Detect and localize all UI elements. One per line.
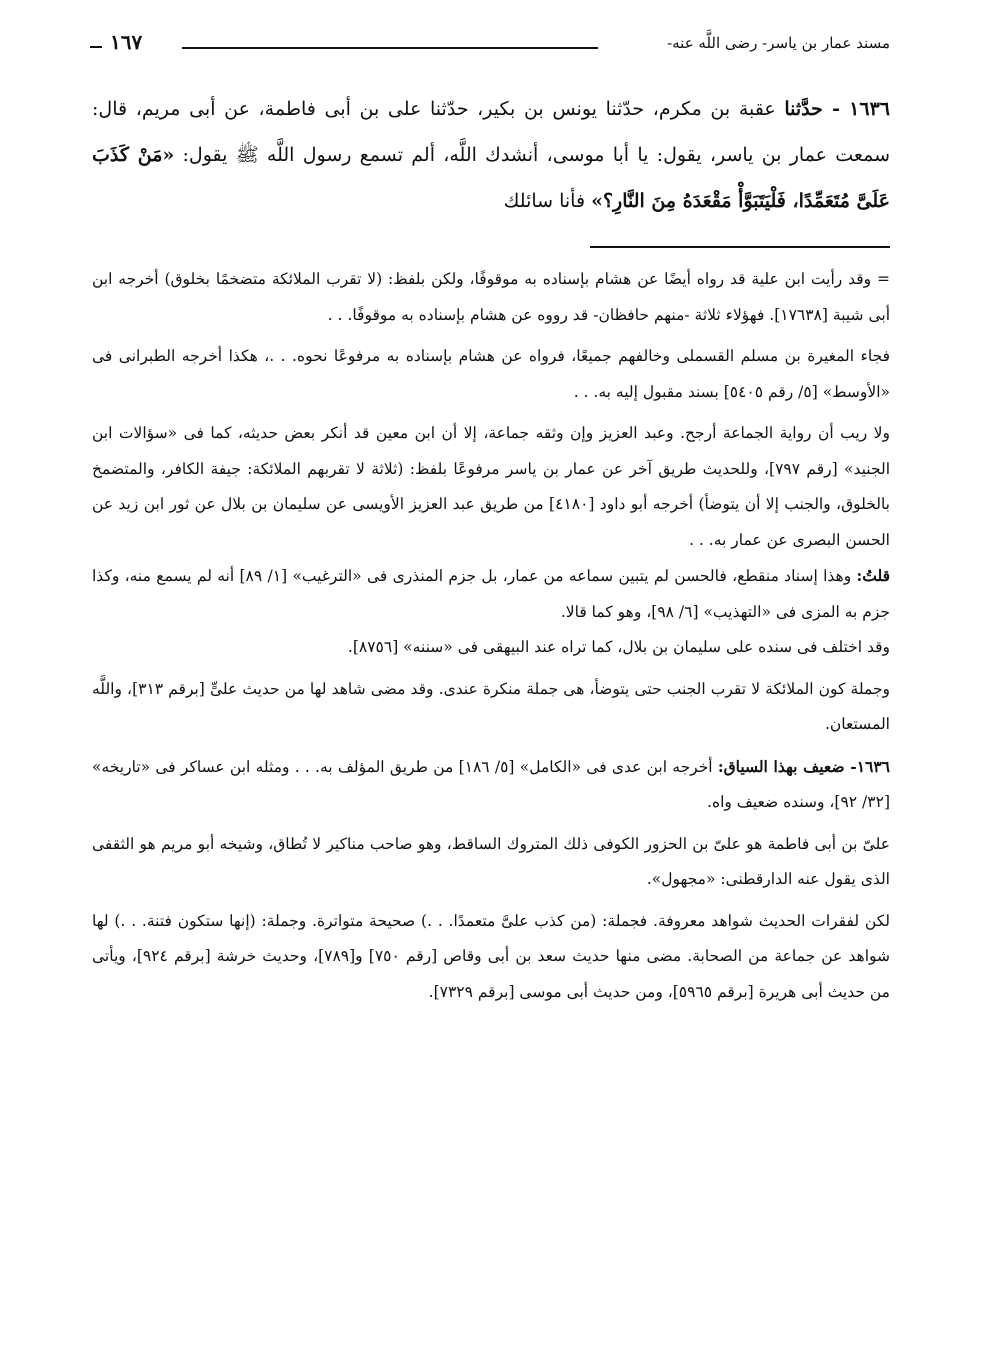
footnote-paragraph: وجملة كون الملائكة لا تقرب الجنب حتى يتوضأ، هى جملة منكرة عندى. وقد مضى شاهد لها من حديث علىٍّ [برقم ٣١٣]، واللَّه المستعان.: [92, 679, 891, 733]
footnote-paragraph: [92, 749, 890, 821]
takhrij-label: ١٦٣٦- ضعيف بهذا السياق:: [717, 756, 890, 776]
footnote-paragraph: فجاء المغيرة بن مسلم القسملى وخالفهم جميعًا، فرواه عن هشام بإسناده به مرفوعًا نحوه. . .، هكذا أخرجه الطبرانى فى «الأوسط» [٥/ رقم ٥٤٠٥] بسند مقبول إليه به. . .: [92, 347, 890, 401]
hadith-number: ١٦٣٦ - حدَّثنا: [784, 98, 890, 120]
header-dash: [90, 46, 102, 48]
footnote-paragraph: لكن لفقرات الحديث شواهد معروفة. فجملة: (من كذب علىَّ متعمدًا. . .) صحيحة متواترة. وجملة: (إنها ستكون فتنة. . .) لها شواهد عن جماعة من الصحابة. مضى منها حديث سعد بن أبى وقاص [رقم ٧٥٠] و[٧٨٩]، وحديث خرشة [برقم ٩٢٤]، ويأتى من حديث أبى هريرة [برقم ٥٩٦٥]، ومن حديث أبى موسى [برقم ٧٣٢٩].: [92, 911, 891, 1001]
footnote-text: وهذا إسناد منقطع، فالحسن لم يتبين سماعه من عمار، بل جزم المنذرى فى «الترغيب» [١/ ٨٩] أنه لم يسمع منه، وكذا جزم به المزى فى «التهذيب» [٦/ ٩٨]، وهو كما قالا.: [92, 567, 890, 621]
page-number: ١٦٧: [110, 30, 143, 54]
footnote-paragraph: وقد اختلف فى سنده على سليمان بن بلال، كما تراه عند البيهقى فى «سننه» [٨٧٥٦].: [347, 638, 890, 656]
hadith-continuation: فأنا سائلك: [503, 190, 592, 212]
footnote-separator: [590, 246, 890, 248]
running-header: [90, 32, 890, 62]
footnote-paragraph: = وقد رأيت ابن علية قد رواه أيضًا عن هشام بإسناده به موقوفًا، ولكن بلفظ: (لا تقرب الملائكة متضخمًا بخلوق) أخرجه ابن أبى شيبة [١٧٦٣٨]. فهؤلاء ثلاثة -منهم حافظان- قد رووه عن هشام بإسناده به موقوفًا. . .: [92, 270, 890, 324]
footnote-paragraph: ولا ريب أن رواية الجماعة أرجح. وعبد العزيز وإن وثقه جماعة، إلا أن ابن معين قد أنكر بعض حديثه، كما فى «سؤالات ابن الجنيد» [رقم ٧٩٧]، وللحديث طريق آخر عن عمار بن ياسر مرفوعًا بلفظ: (ثلاثة لا تقربهم الملائكة: جيفة الكافر، والمتضمخ بالخلوق، والجنب إلا أن يتوضأ) أخرجه أبو داود [٤١٨٠] من طريق عبد العزيز الأويسى عن سليمان بن بلال عن ثور ابن زيد عن الحسن البصرى عن عمار به. . .: [92, 424, 890, 549]
footnotes: [92, 262, 890, 1010]
footnote-paragraph: [92, 558, 890, 630]
footnote-paragraph: علىّ بن أبى فاطمة هو علىّ بن الحزور الكوفى ذلك المتروك الساقط، وهو صاحب مناكير لا تُطاق، وشيخه أبو مريم هو الثقفى الذى يقول عنه الدارقطنى: «مجهول».: [92, 834, 890, 888]
header-rule: [182, 47, 598, 49]
qultu-label: قلتُ:: [856, 566, 890, 585]
hadith-text: [92, 86, 890, 224]
hadith-paragraph: [92, 86, 890, 224]
hadith-chain: عقبة بن مكرم، حدّثنا يونس بن بكير، حدّثنا على بن أبى فاطمة، عن أبى مريم، قال: سمعت عمار بن ياسر، يقول: يا أبا موسى، أنشدك اللَّه، ألم تسمع رسول اللَّه ﷺ يقول:: [92, 98, 890, 166]
header-title: مسند عمار بن ياسر- رضى اللَّه عنه-: [667, 34, 890, 52]
hadith-quote: «مَنْ كَذَبَ عَلَىَّ مُتَعَمِّدًا، فَلْيَتَبَوَّأْ مَقْعَدَهُ مِنَ النَّارِ؟»: [92, 144, 890, 212]
footnote-text: أخرجه ابن عدى فى «الكامل» [٥/ ١٨٦] من طريق المؤلف به. . . ومثله ابن عساكر فى «تاريخه» [٣٢/ ٩٢]، وسنده ضعيف واه.: [92, 757, 890, 811]
